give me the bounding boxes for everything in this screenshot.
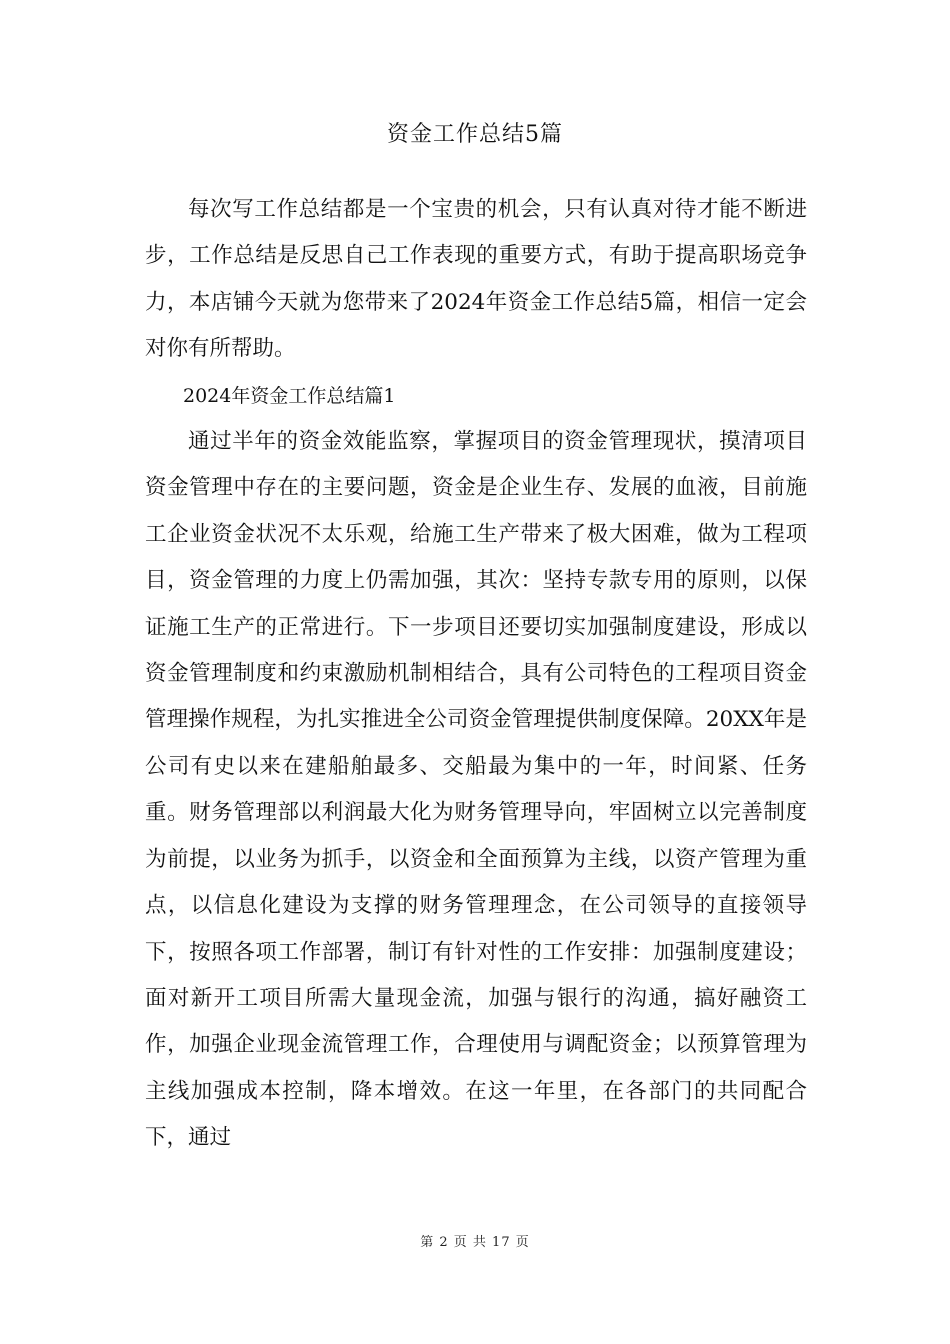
page-number: 第 2 页 共 17 页 [420,1235,530,1250]
section-heading: 2024年资金工作总结篇1 [183,384,396,407]
intro-paragraph: 每次写工作总结都是一个宝贵的机会，只有认真对待才能不断进步，工作总结是反思自己工作表现的重要方式，有助于提高职场竞争力，本店铺今天就为您带来了2024年资金工作总结5篇，相信一定会对你有所帮助。 [145,197,807,362]
document-title: 资金工作总结5篇 [387,122,563,147]
document-body [145,187,807,1162]
section-paragraph: 通过半年的资金效能监察，掌握项目的资金管理现状，摸清项目资金管理中存在的主要问题，资金是企业生存、发展的血液，目前施工企业资金状况不太乐观，给施工生产带来了极大困难，做为工程项目，资金管理的力度上仍需加强，其次：坚持专款专用的原则，以保证施工生产的正常进行。下一步项目还要切实加强制度建设，形成以资金管理制度和约束激励机制相结合，具有公司特色的工程项目资金管理操作规程，为扎实推进全公司资金管理提供制度保障。20XX年是公司有史以来在建船舶最多、交船最为集中的一年，时间紧、任务重。财务管理部以利润最大化为财务管理导向，牢固树立以完善制度为前提，以业务为抓手，以资金和全面预算为主线，以资产管理为重点，以信息化建设为支撑的财务管理理念，在公司领导的直接领导下，按照各项工作部署，制订有针对性的工作安排：加强制度建设；面对新开工项目所需大量现金流，加强与银行的沟通，搞好融资工作，加强企业现金流管理工作，合理使用与调配资金；以预算管理为主线加强成本控制，降本增效。在这一年里，在各部门的共同配合下，通过 [145,429,807,1151]
